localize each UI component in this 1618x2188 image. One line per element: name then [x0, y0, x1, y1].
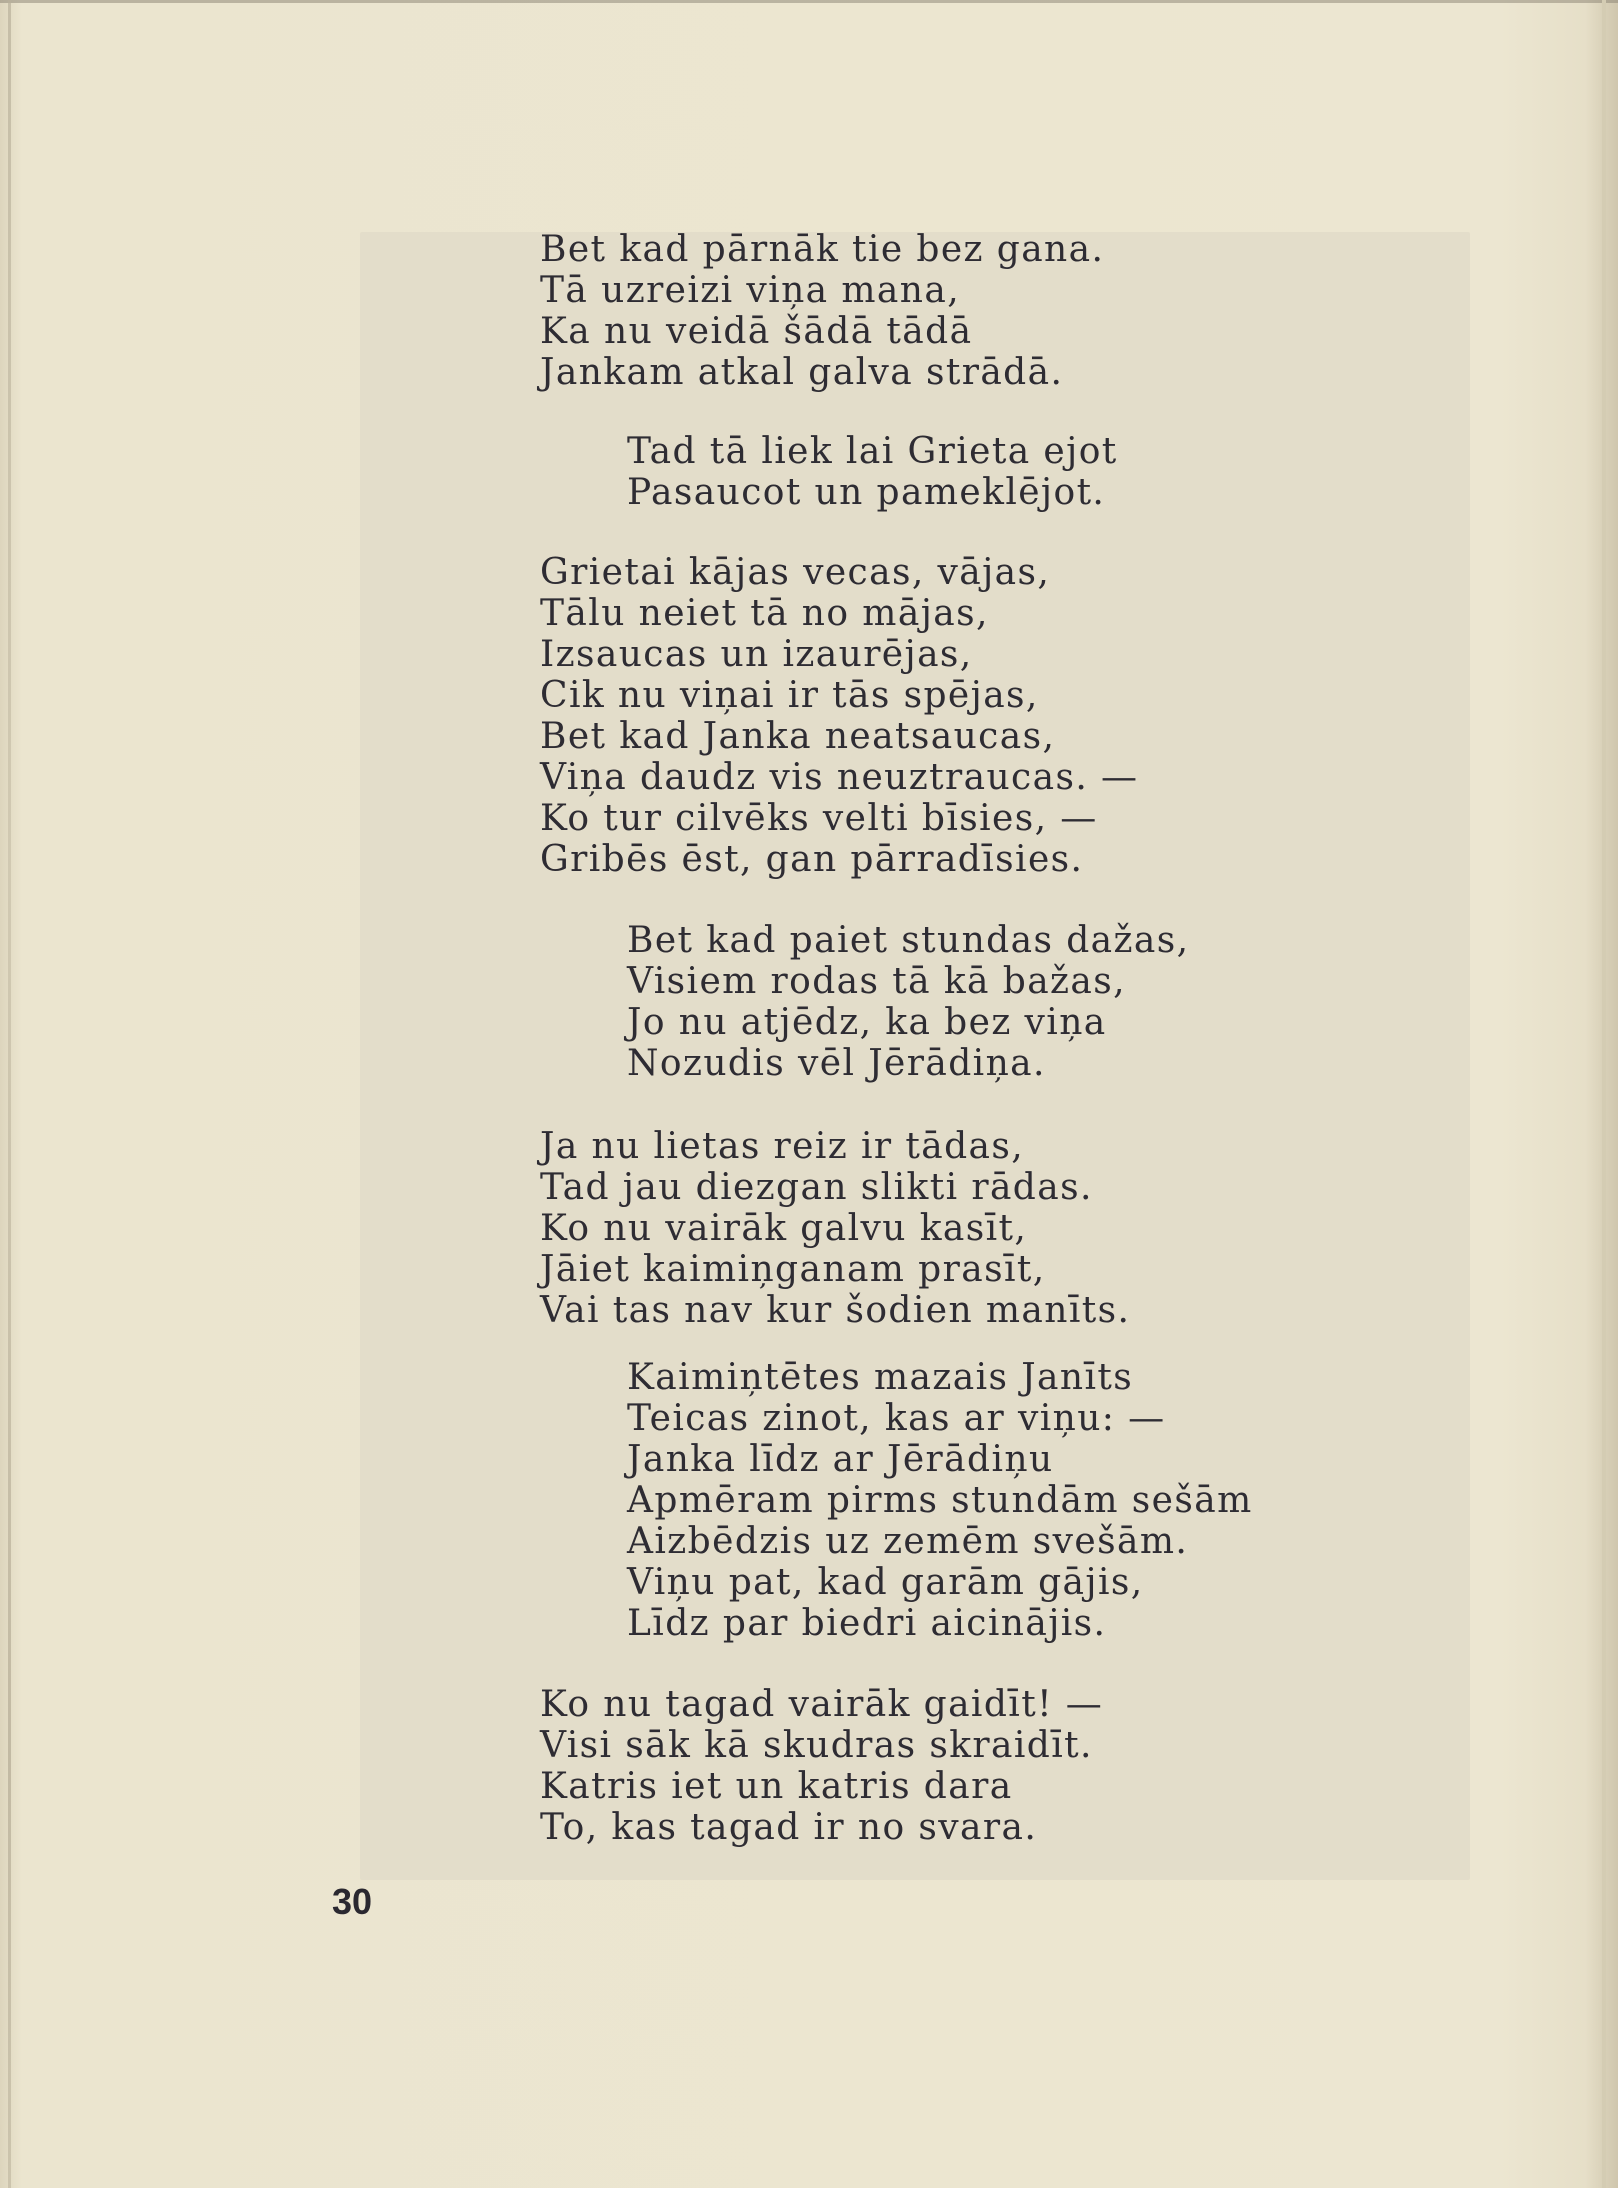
poem-line: Tad tā liek lai Grieta ejot	[627, 431, 1118, 472]
poem-line: Ko nu tagad vairāk gaidīt! —	[540, 1684, 1104, 1725]
poem-line: Janka līdz ar Jērādiņu	[627, 1439, 1054, 1480]
poem-line: Bet kad pārnāk tie bez gana.	[540, 229, 1105, 270]
poem-line: Jāiet kaimiņganam prasīt,	[540, 1249, 1046, 1290]
poem-line: Līdz par biedri aicinājis.	[627, 1603, 1107, 1644]
poem-line: Jankam atkal galva strādā.	[540, 352, 1064, 393]
poem-line: Pasaucot un pameklējot.	[627, 472, 1106, 513]
poem-line: Aizbēdzis uz zemēm svešām.	[627, 1521, 1189, 1562]
page-right-edge	[1602, 0, 1606, 2188]
poem-line: Ka nu veidā šādā tādā	[540, 311, 973, 352]
poem-line: To, kas tagad ir no svara.	[540, 1807, 1038, 1848]
poem-line: Bet kad Janka neatsaucas,	[540, 716, 1056, 757]
poem-line: Visi sāk kā skudras skraidīt.	[540, 1725, 1093, 1766]
poem-line: Ja nu lietas reiz ir tādas,	[540, 1126, 1025, 1167]
poem-line: Bet kad paiet stundas dažas,	[627, 920, 1190, 961]
poem-line: Tā uzreizi viņa mana,	[540, 270, 961, 311]
poem-line: Gribēs ēst, gan pārradīsies.	[540, 839, 1084, 880]
poem-line: Cik nu viņai ir tās spējas,	[540, 675, 1039, 716]
poem-line: Tad jau diezgan slikti rādas.	[540, 1167, 1093, 1208]
page-number: 30	[332, 1881, 373, 1922]
poem-line: Katris iet un katris dara	[540, 1766, 1013, 1807]
poem-line: Visiem rodas tā kā bažas,	[627, 961, 1127, 1002]
poem-line: Nozudis vēl Jērādiņa.	[627, 1043, 1046, 1084]
poem-line: Izsaucas un izaurējas,	[540, 634, 973, 675]
poem-line: Teicas zinot, kas ar viņu: —	[627, 1398, 1166, 1439]
poem-line: Tālu neiet tā no mājas,	[540, 593, 989, 634]
poem-line: Vai tas nav kur šodien manīts.	[540, 1290, 1131, 1331]
poem-line: Ko nu vairāk galvu kasīt,	[540, 1208, 1028, 1249]
poem-line: Grietai kājas vecas, vājas,	[540, 552, 1051, 593]
poem-line: Viņu pat, kad garām gājis,	[627, 1562, 1144, 1603]
page-top-edge	[0, 0, 1618, 3]
poem-line: Kaimiņtētes mazais Janīts	[627, 1357, 1134, 1398]
poem-line: Ko tur cilvēks velti bīsies, —	[540, 798, 1098, 839]
poem-line: Jo nu atjēdz, ka bez viņa	[627, 1002, 1107, 1043]
binding-gutter	[8, 0, 11, 2188]
poem-line: Apmēram pirms stundām sešām	[627, 1480, 1253, 1521]
poem-line: Viņa daudz vis neuztraucas. —	[540, 757, 1139, 798]
